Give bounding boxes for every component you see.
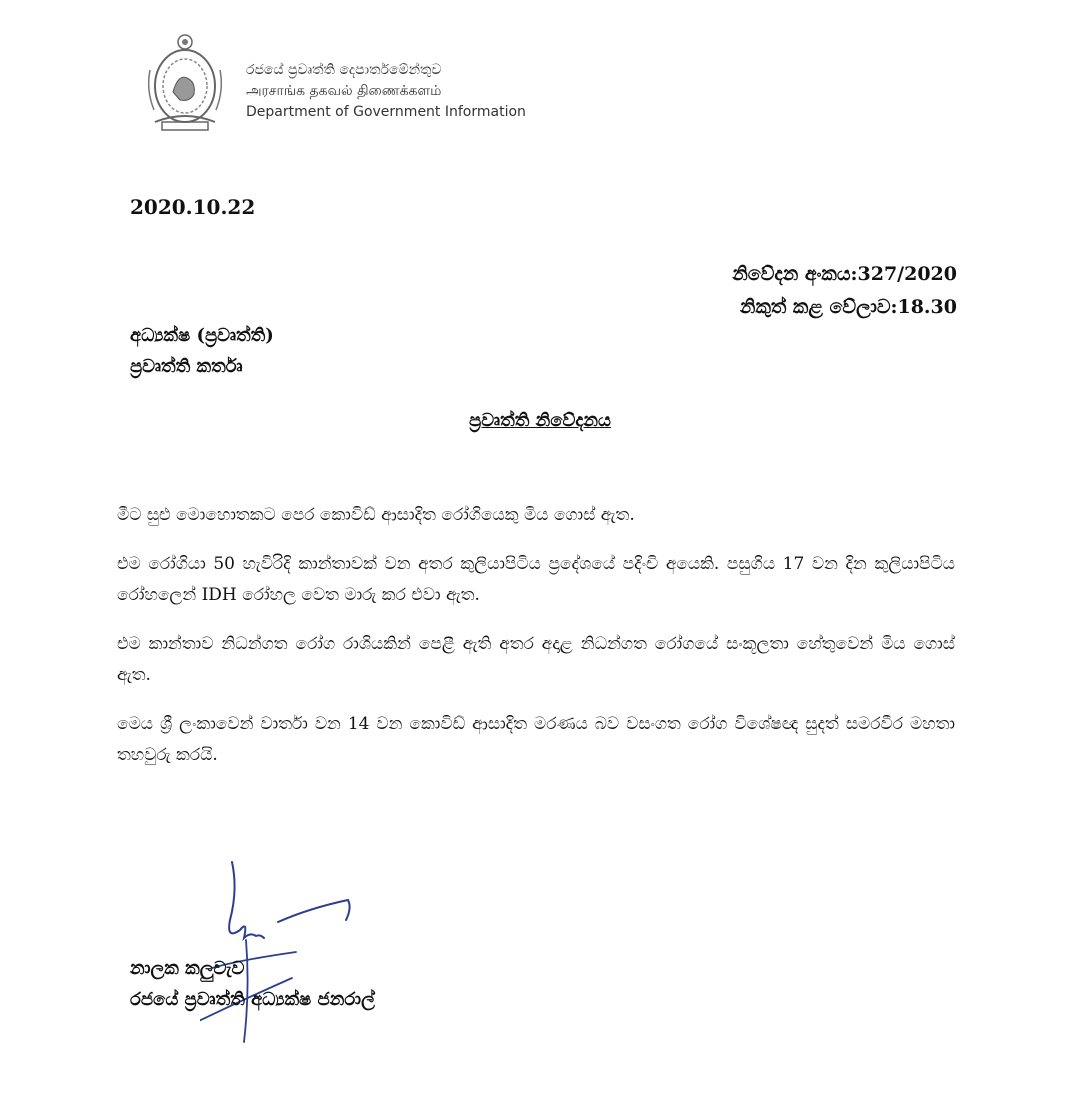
subject-text: ප්‍රවෘත්ති නිවේදනය	[469, 410, 611, 431]
body-paragraph-1: මීට සුළු මොහොතකට පෙර කොවිඩ් ආසාදිත රෝගියෙකු මිය ගොස් ඇත.	[117, 505, 635, 525]
signer-title: රජයේ ප්‍රවෘත්ති අධ්‍යක්ෂ ජනරාල්	[130, 989, 375, 1010]
addressee-line-2: ප්‍රවෘත්ති කර්තෘ	[130, 356, 243, 377]
body-paragraph-2: එම රෝගියා 50 හැවිරිදි කාන්තාවක් වන අතර කුලියාපිටිය ප්‍රදේශයේ පදිංචි අයෙකි. පසුගිය 17 වන දින කුලියාපිටිය රෝහලෙන් IDH රෝහල වෙත මාරු කර එවා ඇත.	[117, 554, 955, 605]
addressee-line-1: අධ්‍යක්ෂ (ප්‍රවෘත්ති)	[130, 325, 274, 346]
release-time: නිකුත් කළ වේලාව:18.30	[740, 296, 957, 318]
subject-heading	[0, 410, 1080, 431]
signer-block	[130, 953, 375, 1015]
body-paragraph-4: මෙය ශ්‍රී ලංකාවෙන් වාර්තා වන 14 වන කොවිඩ් ආසාදිත මරණය බව වසංගත රෝග විශේෂඥ සුදත් සමරවීර මහතා තහවුරු කරයි.	[117, 714, 955, 765]
department-name-tamil: அரசாங்க தகவல் திணைக்களம்	[246, 83, 442, 99]
letterhead	[140, 30, 600, 140]
signer-name: නාලක කලුවැව	[130, 958, 245, 979]
addressee-block	[130, 320, 274, 382]
body-paragraph-3: එම කාන්තාව නිධන්ගත රෝග රාශියකින් පෙළී ඇති අතර අදාළ නිධන්ගත රෝගයේ සංකූලතා හේතුවෙන් මිය ගොස් ඇත.	[117, 634, 955, 685]
document-date: 2020.10.22	[130, 195, 256, 219]
body-text	[117, 500, 955, 789]
release-number: නිවේදන අංකය:327/2020	[732, 263, 957, 285]
department-name-english: Department of Government Information	[246, 104, 526, 120]
sri-lanka-emblem-icon	[140, 30, 230, 135]
reference-block	[732, 258, 957, 324]
department-name-sinhala: රජයේ ප්‍රවෘත්ති දෙපාර්තමේන්තුව	[246, 62, 442, 78]
